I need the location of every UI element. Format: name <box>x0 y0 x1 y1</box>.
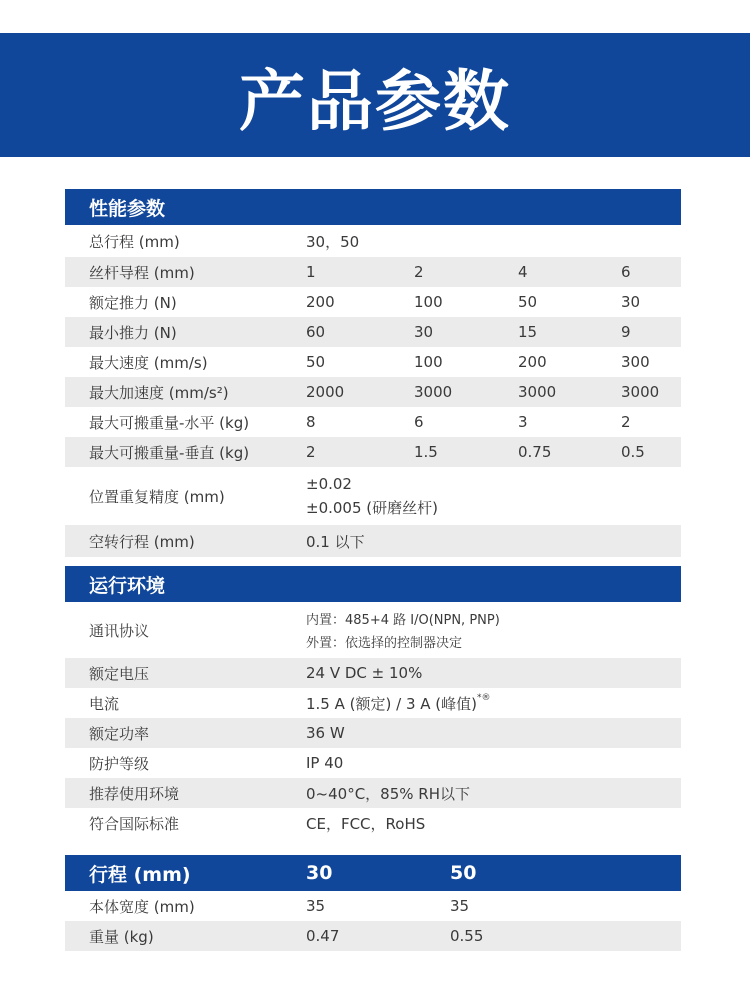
row-label: 额定功率 <box>89 724 150 743</box>
table-row <box>65 467 681 525</box>
cell: 1 <box>306 263 316 281</box>
row-label: 通讯协议 <box>89 621 150 640</box>
cell: 30 <box>621 293 641 311</box>
row-label: 丝杆导程 (mm) <box>89 263 195 282</box>
cell: 300 <box>621 353 650 371</box>
row-value: 30，50 <box>306 232 360 251</box>
cell: 2 <box>621 413 631 431</box>
table-row <box>65 921 681 951</box>
row-label: 总行程 (mm) <box>89 232 180 251</box>
cell: 0.55 <box>450 927 484 945</box>
value-line: 内置：485+4 路 I/O(NPN, PNP) <box>306 613 500 628</box>
table-row <box>65 377 681 407</box>
row-value-lines <box>306 609 681 651</box>
cell: 4 <box>518 263 528 281</box>
cell: 0.47 <box>306 927 340 945</box>
environment-section <box>65 566 681 838</box>
row-value: 36 W <box>306 724 345 742</box>
stroke-col: 50 <box>450 862 477 884</box>
cell: 3 <box>518 413 528 431</box>
cell: 2 <box>414 263 424 281</box>
stroke-col: 30 <box>306 862 333 884</box>
stroke-heading: 行程 (mm) <box>89 863 191 886</box>
row-value: 0.1 以下 <box>306 532 365 551</box>
cell: 15 <box>518 323 538 341</box>
table-row <box>65 891 681 921</box>
row-label: 最大速度 (mm/s) <box>89 353 208 372</box>
performance-section <box>65 189 681 557</box>
value-line: ±0.02 <box>306 474 352 493</box>
row-label: 本体宽度 (mm) <box>89 897 195 916</box>
cell: 8 <box>306 413 316 431</box>
row-value: 0~40°C，85% RH以下 <box>306 784 470 803</box>
table-row <box>65 748 681 778</box>
stroke-heading-row <box>65 855 681 891</box>
environment-heading: 运行环境 <box>65 566 681 602</box>
table-row <box>65 525 681 557</box>
row-label: 最大可搬重量-水平 (kg) <box>89 413 250 432</box>
table-row <box>65 658 681 688</box>
row-value: 24 V DC ± 10% <box>306 664 423 682</box>
cell: 100 <box>414 353 443 371</box>
current-value: 1.5 A (额定) / 3 A (峰值) <box>306 694 477 713</box>
row-label: 最大可搬重量-垂直 (kg) <box>89 443 250 462</box>
cell: 200 <box>306 293 335 311</box>
row-label: 位置重复精度 (mm) <box>89 487 225 506</box>
page-title: 产品参数 <box>239 62 511 140</box>
cell: 35 <box>450 897 470 915</box>
value-line: 外置：依选择的控制器决定 <box>306 636 463 651</box>
row-label: 防护等级 <box>89 754 150 773</box>
table-row <box>65 808 681 838</box>
row-label: 电流 <box>89 694 120 713</box>
cell: 0.5 <box>621 443 645 461</box>
row-label: 重量 (kg) <box>89 927 154 946</box>
table-row <box>65 407 681 437</box>
row-label: 推荐使用环境 <box>89 784 180 803</box>
cell: 50 <box>518 293 538 311</box>
table-row <box>65 225 681 257</box>
cell: 100 <box>414 293 443 311</box>
cell: 2000 <box>306 383 345 401</box>
cell: 3000 <box>621 383 660 401</box>
footnote-mark: *® <box>477 692 491 703</box>
cell: 1.5 <box>414 443 438 461</box>
table-row <box>65 602 681 658</box>
table-row <box>65 287 681 317</box>
title-banner <box>0 33 750 157</box>
cell: 35 <box>306 897 326 915</box>
cell: 30 <box>414 323 434 341</box>
table-row <box>65 688 681 718</box>
table-row <box>65 718 681 748</box>
table-row <box>65 347 681 377</box>
cell: 6 <box>414 413 424 431</box>
table-row <box>65 317 681 347</box>
cell: 9 <box>621 323 631 341</box>
performance-heading: 性能参数 <box>65 189 681 225</box>
cell: 3000 <box>518 383 557 401</box>
row-value: CE，FCC，RoHS <box>306 814 426 833</box>
row-label: 额定推力 (N) <box>89 293 177 312</box>
row-label: 符合国际标准 <box>89 814 180 833</box>
row-label: 最大加速度 (mm/s²) <box>89 383 229 402</box>
table-row <box>65 437 681 467</box>
row-value-lines <box>306 475 681 518</box>
row-label: 最小推力 (N) <box>89 323 177 342</box>
cell: 0.75 <box>518 443 552 461</box>
cell: 50 <box>306 353 326 371</box>
cell: 2 <box>306 443 316 461</box>
row-label: 空转行程 (mm) <box>89 532 195 551</box>
row-value: IP 40 <box>306 754 344 772</box>
stroke-section <box>65 855 681 951</box>
cell: 3000 <box>414 383 453 401</box>
row-value <box>306 693 681 714</box>
row-label: 额定电压 <box>89 664 150 683</box>
value-line: ±0.005 (研磨丝杆) <box>306 498 438 517</box>
cell: 60 <box>306 323 326 341</box>
cell: 6 <box>621 263 631 281</box>
cell: 200 <box>518 353 547 371</box>
table-row <box>65 778 681 808</box>
table-row <box>65 257 681 287</box>
